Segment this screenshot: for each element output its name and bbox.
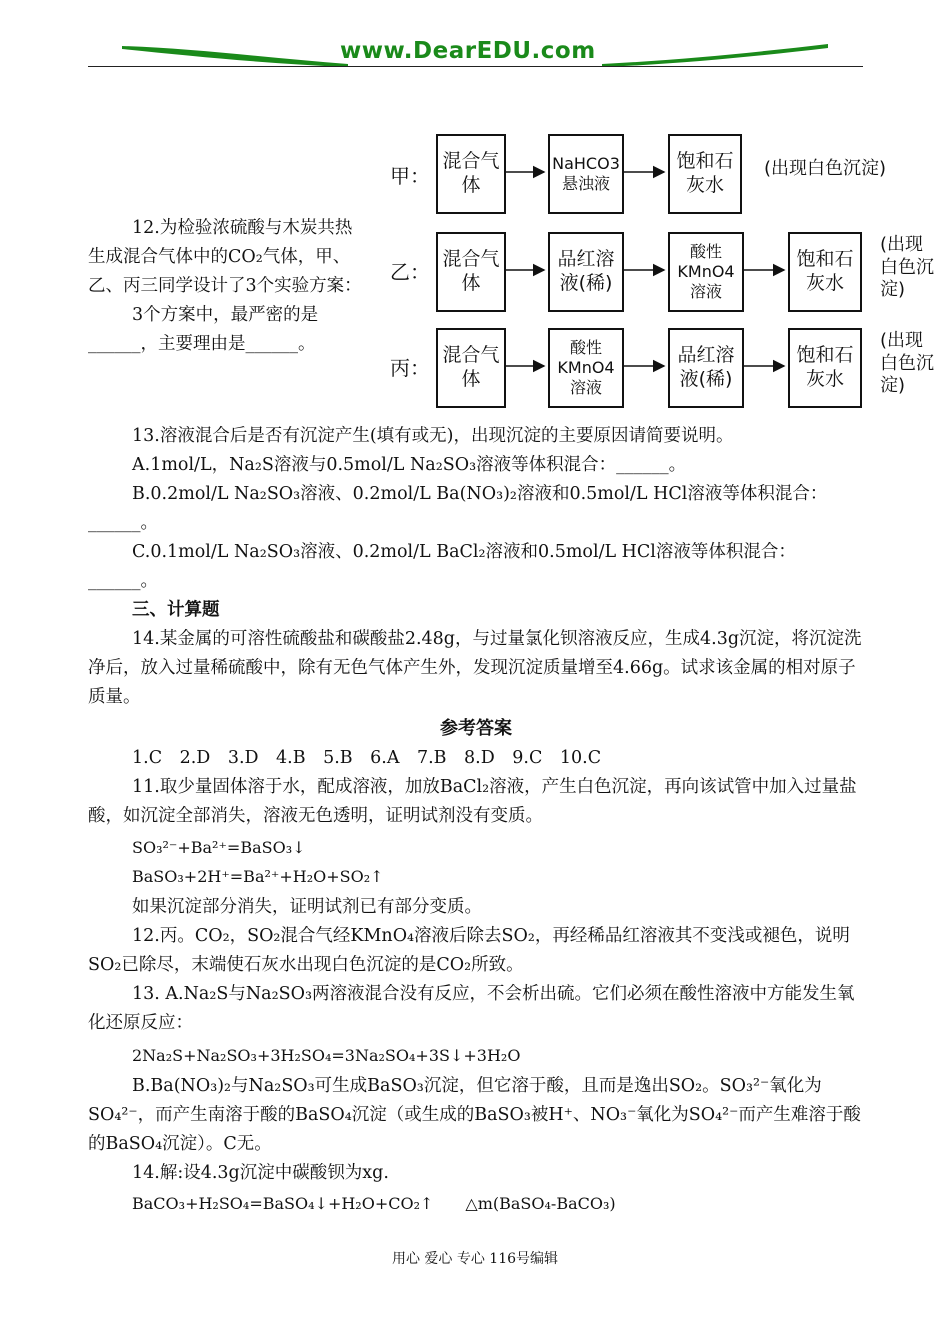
box-nahco3: NaHCO3悬浊液 (548, 134, 624, 214)
equation-2: BaSO₃+2H⁺=Ba²⁺+H₂O+SO₂↑ (132, 867, 384, 886)
answer-13-b: B.Ba(NO₃)₂与Na₂SO₃可生成BaSO₃沉淀，但它溶于酸，且而是逸出SO₂。SO₃²⁻氧化为SO₄²⁻，而产生南溶于酸的BaSO₄沉淀（或生成的BaSO₃被H⁺、NO₃⁻氧化为SO₄²⁻而产生难溶于酸的BaSO₄沉淀）。C无。 (88, 1076, 861, 1154)
box-pinkred-dilute: 品红溶液(稀) (668, 328, 744, 408)
row-label-jia: 甲： (390, 164, 430, 188)
box-kmno4-acidic: 酸性KMnO4溶液 (548, 328, 624, 408)
equation-3: 2Na₂S+Na₂SO₃+3H₂SO₄=3Na₂SO₄+3S↓+3H₂O (132, 1046, 521, 1065)
question-12 (88, 214, 366, 359)
answer-12: 12.丙。CO₂，SO₂混合气经KMnO₄溶液后除去SO₂，再经稀品红溶液其不变浅或褪色，说明SO₂已除尽，末端使石灰水出现白色沉淀的是CO₂所致。 (88, 926, 850, 975)
row-label-yi: 乙： (390, 260, 430, 284)
answer-13-a: 13. A.Na₂S与Na₂SO₃两溶液混合没有反应，不会析出硫。它们必须在酸性溶液中方能发生氧化还原反应： (88, 984, 855, 1033)
answer-11: 11.取少量固体溶于水，配成溶液，加放BaCl₂溶液，产生白色沉淀，再向该试管中加入过量盐酸，如沉淀全部消失，溶液无色透明，证明试剂没有变质。 (88, 777, 857, 826)
question-13-c: C.0.1mol/L Na₂SO₃溶液、0.2mol/L BaCl₂溶液和0.5mol/L HCl溶液等体积混合：______。 (88, 542, 796, 591)
box-kmno4-acidic: 酸性KMnO4溶液 (668, 232, 744, 312)
question-12-prompt: 3个方案中，最严密的是______，主要理由是______。 (88, 305, 319, 354)
question-13-a: A.1mol/L，Na₂S溶液与0.5mol/L Na₂SO₃溶液等体积混合：______。 (132, 455, 687, 475)
box-limewater: 饱和石灰水 (788, 328, 862, 408)
experiment-flow-diagram (380, 128, 940, 413)
section-title-calculation: 三、计算题 (132, 600, 220, 620)
note-white-precipitate: (出现白色沉淀) (880, 234, 934, 300)
note-white-precipitate: (出现白色沉淀) (764, 158, 887, 179)
answer-14: 14.解:设4.3g沉淀中碳酸钡为xg. (132, 1163, 389, 1183)
header-rule (88, 66, 863, 67)
answers-multiple-choice: 1.C 2.D 3.D 4.B 5.B 6.A 7.B 8.D 9.C 10.C (132, 748, 602, 768)
box-mixed-gas: 混合气体 (436, 134, 506, 214)
note-white-precipitate: (出现白色沉淀) (880, 330, 934, 396)
equation-1: SO₃²⁻+Ba²⁺=BaSO₃↓ (132, 838, 306, 857)
site-logo: www.DearEDU.com (340, 38, 596, 64)
box-mixed-gas: 混合气体 (436, 232, 506, 312)
answer-11-b: 如果沉淀部分消失，证明试剂已有部分变质。 (132, 897, 482, 917)
question-14: 14.某金属的可溶性硫酸盐和碳酸盐2.48g，与过量氯化钡溶液反应，生成4.3g沉淀，将沉淀洗净后，放入过量稀硫酸中，除有无色气体产生外，发现沉淀质量增至4.66g。试求该金属的相对原子质量。 (88, 629, 862, 707)
box-limewater: 饱和石灰水 (788, 232, 862, 312)
question-13-b: B.0.2mol/L Na₂SO₃溶液、0.2mol/L Ba(NO₃)₂溶液和0.5mol/L HCl溶液等体积混合：______。 (88, 484, 828, 533)
box-limewater: 饱和石灰水 (668, 134, 742, 214)
question-12-text: 12.为检验浓硫酸与木炭共热生成混合气体中的CO₂气体，甲、乙、丙三同学设计了3个实验方案： (88, 218, 362, 296)
box-mixed-gas: 混合气体 (436, 328, 506, 408)
question-13-title: 13.溶液混合后是否有沉淀产生(填有或无)，出现沉淀的主要原因请简要说明。 (132, 426, 734, 446)
equation-4: BaCO₃+H₂SO₄=BaSO₄↓+H₂O+CO₂↑ △m(BaSO₄-BaCO₃) (132, 1194, 616, 1213)
page-footer: 用心 爱心 专心 116号编辑 (391, 1251, 559, 1267)
box-pinkred-dilute: 品红溶液(稀) (548, 232, 624, 312)
answers-title: 参考答案 (440, 718, 512, 739)
row-label-bing: 丙： (390, 356, 430, 380)
